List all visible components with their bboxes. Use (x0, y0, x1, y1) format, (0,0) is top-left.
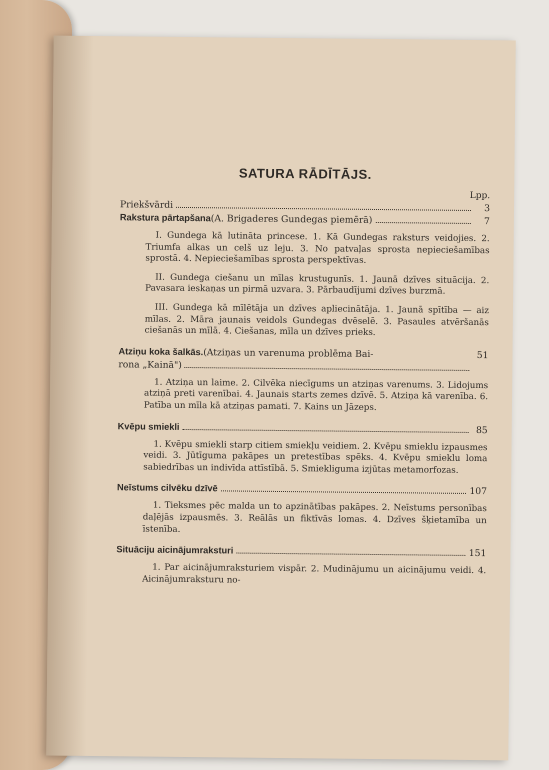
toc-entry-page: 107 (469, 486, 488, 498)
toc-entry-page: 85 (475, 424, 488, 436)
toc-entry-neistums (117, 482, 487, 499)
toc-entry-situaciju-aicinajumraksturi (116, 543, 486, 560)
table-of-contents (116, 164, 490, 597)
page-column-header: Lpp. (469, 190, 491, 202)
toc-entry-page: 7 (483, 216, 490, 228)
toc-entry-label-rest: (A. Brigaderes Gundegas piemērā) (210, 213, 373, 226)
toc-title: SATURA RĀDĪTĀJS. (238, 165, 372, 182)
toc-subsections (116, 562, 486, 589)
toc-entry-label-rest: (Atziņas un varenuma problēma Bai- (203, 346, 374, 360)
toc-entry-rakstura-partapsana (120, 211, 490, 228)
subsection-text: I. Gundega kā lutināta princese. 1. Kā Gundegas raksturs veidojies. 2. Triumfa alkas un celš uz leju. 3. No patvaļas sprosta nepieciešamības sprostā. 4. Nepieciešamības sprosta perspektīvas. (145, 230, 490, 267)
leader-dots (176, 207, 471, 211)
subsection-text: 1. Kvēpu smiekli starp citiem smiekļu veidiem. 2. Kvēpu smieklu izpausmes veidi. 3. Jūtīguma pakāpes un pretestības spēks. 4. Kvēpu smieklu loma sabiedrības un indivīda attīstībā. 5. Smiekliguma izjūtas metamorfozas. (143, 439, 488, 476)
toc-entry-label: Atziņu koka šalkās. (118, 346, 204, 357)
toc-entry-continuation (118, 358, 488, 375)
toc-entry-label: Neīstums cilvēku dzīvē (117, 482, 218, 494)
toc-entry-label: Situāciju aicinājumraksturi (116, 544, 234, 556)
toc-entry-label: Kvēpu smiekli (117, 420, 180, 432)
book-page (46, 36, 516, 761)
subsection-text: 1. Tieksmes pēc malda un to apzinātības pakāpes. 2. Neīstums personības daļējās izpausmēs. 3. Reālās un fiktīvās lomas. 4. Dzīves šķietamība un īstenība. (142, 500, 487, 535)
leader-dots (375, 222, 470, 224)
toc-subsections (117, 439, 487, 478)
toc-entry-label: Priekšvārdi (119, 199, 174, 211)
toc-subsections (118, 377, 488, 416)
subsection-text: 1. Par aicinājumraksturiem vispār. 2. Mudinājumu un aicinājumu veidi. 4. Aicinājumraksturu no- (142, 562, 487, 586)
toc-subsections (117, 501, 487, 540)
toc-entry-page: 3 (484, 203, 491, 215)
leader-dots (376, 357, 469, 358)
leader-dots (182, 429, 468, 433)
toc-entry-kvepu-smiekli (118, 420, 488, 437)
leader-dots (185, 367, 470, 371)
toc-entry-label-cont: rona „Kainā") (118, 359, 182, 371)
toc-entry-page: 51 (476, 349, 489, 361)
toc-entry-page: 151 (468, 548, 487, 560)
subsection-text: III. Gundega kā mīlētāja un dzīves apliecinātāja. 1. Jaunā spītība — aiz mīlas. 2. Māra jaunais veidols Gundegas dvēselē. 3. Pasaules atvēršanās ciešanās un mīlā. 4. Ciešanas, mīla un dzīves prieks. (144, 302, 489, 339)
leader-dots (221, 491, 467, 495)
page-gutter-shadow (46, 36, 94, 756)
toc-subsections (119, 230, 490, 341)
leader-dots (236, 553, 466, 556)
subsection-text: 1. Atziņa un laime. 2. Cilvēka niecīgums un atziņas varenums. 3. Lidojums atziņā preti varenībai. 4. Jaunais starts zemes dzīvē. 5. Atziņa kā varenība. 6. Patība un mīla kā atziņas pamati. 7. Kains un Jāzeps. (143, 377, 489, 413)
subsection-text: II. Gundega ciešanu un mīlas krustugunīs. 1. Jaunā dzīves situācija. 2. Pavasara ieskaņas un pirmā uzvara. 3. Pārbaudījumi dzīves burzmā. (145, 272, 490, 298)
toc-entry-label: Rakstura pārtapšana (119, 212, 211, 224)
